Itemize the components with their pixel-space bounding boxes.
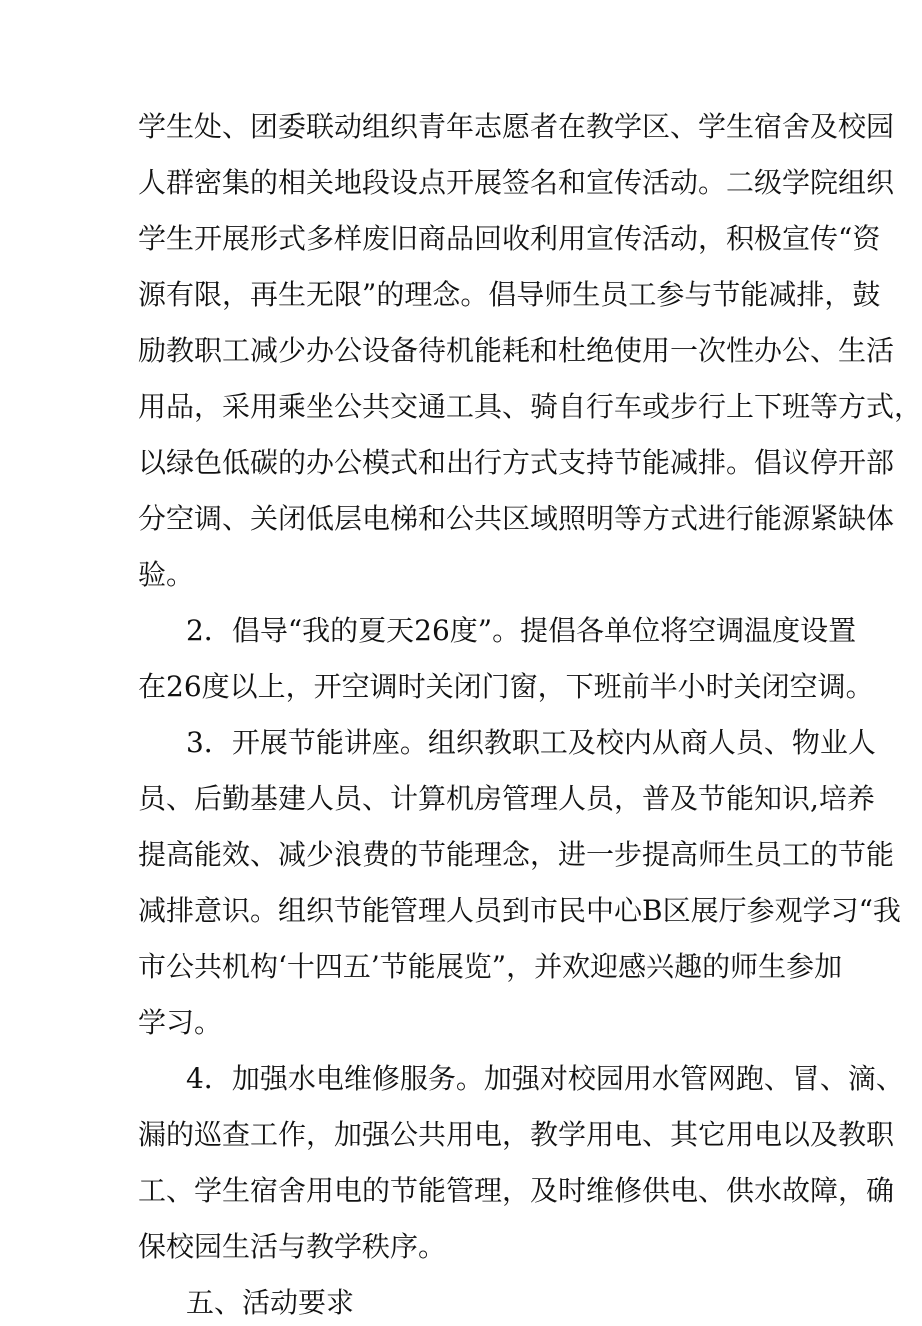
- text-line: 源有限，再生无限”的理念。倡导师生员工参与节能减排，鼓: [138, 278, 881, 311]
- text-line: 4．加强水电维修服务。加强对校园用水管网跑、冒、滴、: [186, 1062, 904, 1095]
- text-line: 以绿色低碳的办公模式和出行方式支持节能减排。倡议停开部: [138, 446, 895, 479]
- text-line: 保校园生活与教学秩序。: [138, 1230, 447, 1263]
- text-line: 分空调、关闭低层电梯和公共区域照明等方式进行能源紧缺体: [138, 502, 895, 535]
- text-line: 在26度以上，开空调时关闭门窗，下班前半小时关闭空调。: [138, 670, 874, 703]
- text-line: 减排意识。组织节能管理人员到市民中心B区展厅参观学习“我: [138, 894, 901, 927]
- text-line: 学生开展形式多样废旧商品回收利用宣传活动，积极宣传“资: [138, 222, 881, 255]
- text-line: 漏的巡查工作，加强公共用电，教学用电、其它用电以及教职: [138, 1118, 895, 1151]
- text-line: 员、后勤基建人员、计算机房管理人员，普及节能知识,培养: [138, 782, 875, 815]
- text-line: 励教职工减少办公设备待机能耗和杜绝使用一次性办公、生活: [138, 334, 895, 367]
- text-line: 2．倡导“我的夏天26度”。提倡各单位将空调温度设置: [186, 614, 857, 647]
- text-line: 人群密集的相关地段设点开展签名和宣传活动。二级学院组织: [138, 166, 895, 199]
- text-line: 用品，采用乘坐公共交通工具、骑自行车或步行上下班等方式，: [138, 390, 922, 423]
- text-line: 学习。: [138, 1006, 223, 1039]
- text-line: 市公共机构‘十四五’节能展览”，并欢迎感兴趣的师生参加: [138, 950, 843, 983]
- section-heading: 五、活动要求: [186, 1286, 355, 1319]
- text-line: 验。: [138, 558, 195, 591]
- text-line: 3．开展节能讲座。组织教职工及校内从商人员、物业人: [186, 726, 876, 759]
- text-line: 工、学生宿舍用电的节能管理，及时维修供电、供水故障，确: [138, 1174, 895, 1207]
- text-line: 学生处、团委联动组织青年志愿者在教学区、学生宿舍及校园: [138, 110, 895, 143]
- text-line: 提高能效、减少浪费的节能理念，进一步提高师生员工的节能: [138, 838, 895, 871]
